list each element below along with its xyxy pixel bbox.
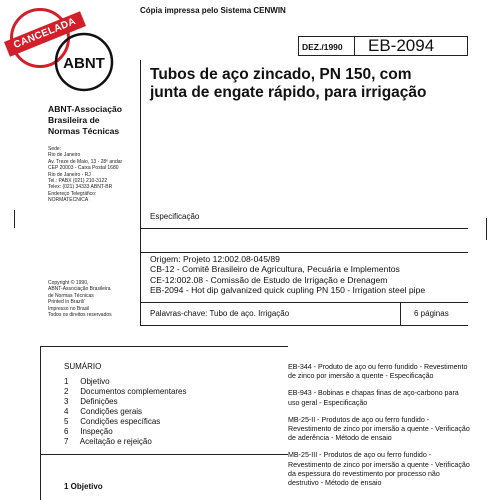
- keywords: Palavras-chave: Tubo de aço. Irrigação: [150, 309, 290, 318]
- doc-date: DEZ./1990: [302, 42, 343, 52]
- summary-bottom-rule: [40, 454, 288, 455]
- reference-line: Revestimento de zinco por imersão a quente - Verificação: [288, 460, 470, 469]
- copyright-block: [48, 280, 112, 318]
- references-list: [288, 363, 478, 488]
- copyright-line: ABNT-Associação Brasileira: [48, 286, 111, 293]
- origin-line: Origem: Projeto 12:002.08-045/89: [150, 254, 280, 264]
- section-1-heading: 1 Objetivo: [64, 482, 103, 491]
- toc-item-number: 6: [64, 427, 69, 436]
- stamp-band-text: CANCELADA: [4, 11, 86, 57]
- toc-item[interactable]: [64, 377, 110, 387]
- logo-text: ABNT: [63, 55, 105, 72]
- copyright-line: Todos os direitos reservados: [48, 312, 112, 319]
- toc-item-number: 7: [64, 437, 69, 446]
- address-line: Rio de Janeiro: [48, 152, 81, 159]
- toc-item-number: 4: [64, 407, 69, 416]
- system-print-note: Cópia impressa pelo Sistema CENWIN: [140, 6, 286, 15]
- address-line: Endereço Telegráfico:: [48, 190, 97, 197]
- reference-line: EB-344 - Produto de aço ou ferro fundido - Revestimento: [288, 363, 468, 371]
- org-name-line2: Brasileira de: [48, 115, 100, 125]
- origin-block: [150, 254, 425, 296]
- toc-item[interactable]: [64, 417, 160, 427]
- keywords-bottom-rule: [140, 325, 468, 326]
- reference-line: EB-943 - Bobinas e chapas finas de aço-carbono para: [288, 389, 459, 398]
- reference-line: da espessura do revestimento por processo não: [288, 469, 440, 478]
- page-count: 6 páginas: [414, 309, 449, 318]
- org-name-line1: ABNT-Associação: [48, 104, 123, 114]
- address-line: Tel.: PABX (021) 210-3122: [48, 178, 108, 185]
- toc-item-label: Objetivo: [80, 377, 110, 386]
- margin-mark: [14, 210, 15, 228]
- toc-item-label: Inspeção: [80, 427, 113, 436]
- toc-item-number: 3: [64, 397, 69, 406]
- toc-item[interactable]: [64, 407, 142, 417]
- address-line: Av. Treze de Maio, 13 - 28º andar: [48, 158, 123, 165]
- doc-title: [150, 66, 427, 102]
- address-line: NORMATÉCNICA: [48, 197, 89, 204]
- toc-item-label: Aceitação e rejeição: [79, 437, 152, 446]
- toc-item-label: Condições específicas: [80, 417, 161, 426]
- toc-item[interactable]: [64, 437, 152, 447]
- type-rule: [140, 228, 468, 229]
- origin-line: CE-12:002.08 - Comissão de Estudo de Irrigação e Drenagem: [150, 274, 388, 285]
- address-line: CEP 20003 - Caixa Postal 1680: [48, 165, 119, 172]
- reference-line: de zinco por imersão a quente - Especificação: [288, 372, 434, 381]
- reference-line: MB-25-II - Produtos de aço ou ferro fundido -: [288, 415, 430, 424]
- copyright-line: de Normas Técnicas: [48, 292, 94, 299]
- summary-heading: SUMÁRIO: [64, 362, 102, 371]
- header-box-right: [467, 36, 468, 56]
- toc-item-label: Definições: [80, 397, 118, 406]
- toc-item[interactable]: [64, 427, 113, 437]
- copyright-line: Printed in Brazil/: [48, 299, 85, 306]
- doc-code: EB-2094: [368, 36, 435, 55]
- toc-item[interactable]: [64, 397, 118, 407]
- abnt-logo-icon: [52, 28, 116, 98]
- org-name-line3: Normas Técnicas: [48, 126, 120, 136]
- header-box-divider: [354, 36, 355, 56]
- reference-line: Revestimento de zinco por imersão a quente - Verificação: [288, 425, 470, 434]
- toc-item-number: 5: [64, 417, 69, 426]
- address-line: Rio de Janeiro - RJ: [48, 171, 91, 178]
- origin-line: CB-12 - Comitê Brasileiro de Agricultura, Pecuária e Implementos: [150, 264, 400, 275]
- doc-type: Especificação: [150, 212, 200, 221]
- keywords-divider: [400, 302, 401, 326]
- reference-line: destrutivo - Método de ensaio: [288, 479, 382, 488]
- origin-bottom-rule: [140, 302, 468, 303]
- margin-mark: [486, 218, 487, 240]
- page2-top-rule: [40, 346, 288, 347]
- org-name: [48, 104, 122, 137]
- copyright-line: Impresso no Brasil: [48, 305, 90, 312]
- toc-item-number: 2: [64, 387, 69, 396]
- origin-top-rule: [140, 252, 468, 253]
- main-left-rule: [140, 60, 141, 326]
- reference-item: [288, 363, 478, 381]
- address-line: Telex: (021) 34333 ABNT-BR: [48, 184, 113, 191]
- header-box-left: [298, 36, 299, 56]
- reference-line: MB-25-III - Produtos de aço ou ferro fundido -: [288, 451, 432, 460]
- toc-item-label: Documentos complementares: [80, 387, 187, 396]
- toc-item-number: 1: [64, 377, 69, 386]
- origin-line: EB-2094 - Hot dip galvanized quick cupling PN 150 - Irrigation steel pipe: [150, 285, 426, 296]
- reference-item: [288, 416, 478, 444]
- copyright-line: Copyright © 1990,: [48, 280, 89, 286]
- org-address: [48, 146, 122, 204]
- address-line: Sede:: [48, 146, 62, 152]
- page2-left-rule: [40, 346, 41, 500]
- doc-title-line1: Tubos de aço zincado, PN 150, com: [150, 66, 412, 83]
- toc-item-label: Condições gerais: [80, 407, 143, 416]
- doc-title-line2: junta de engate rápido, para irrigação: [150, 84, 427, 101]
- reference-item: [288, 389, 478, 407]
- toc-item[interactable]: [64, 387, 187, 397]
- reference-item: [288, 451, 478, 488]
- reference-line: de aderência - Método de ensaio: [288, 434, 392, 443]
- reference-line: uso geral - Especificação: [288, 398, 368, 407]
